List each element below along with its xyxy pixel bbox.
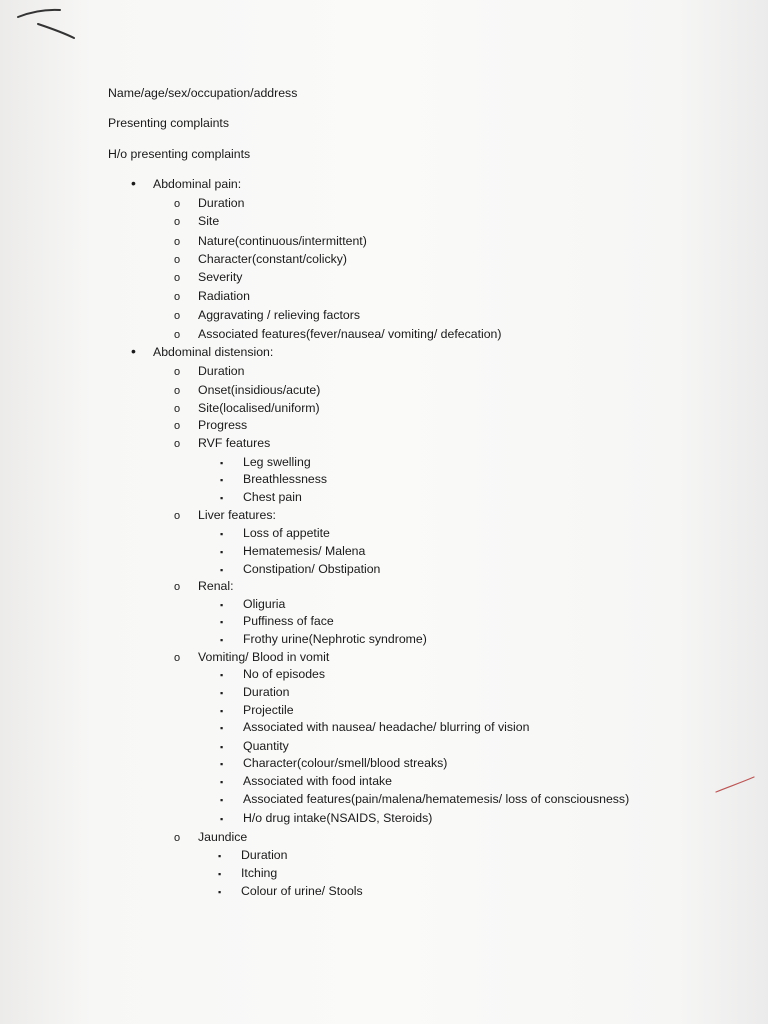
- sub-list-item: [220, 739, 289, 753]
- item-text: Itching: [241, 866, 278, 880]
- circle-marker: o: [174, 832, 181, 844]
- square-marker: ▪: [220, 475, 224, 485]
- circle-marker: o: [174, 198, 181, 210]
- sub-list-item: [220, 703, 294, 717]
- pen-scribble-mark: [14, 4, 84, 44]
- square-marker: ▪: [220, 742, 224, 752]
- sub-list-item: [220, 756, 447, 770]
- list-item: [174, 196, 244, 210]
- circle-marker: o: [174, 420, 181, 432]
- sub-list-item: [218, 848, 287, 862]
- list-item: [174, 508, 276, 522]
- bullet-marker: •: [131, 343, 136, 359]
- list-item: [174, 364, 244, 378]
- item-text: Character(colour/smell/blood streaks): [243, 756, 448, 770]
- sub-list-item: [220, 667, 325, 681]
- item-text: Nature(continuous/intermittent): [198, 234, 367, 248]
- list-item: [174, 289, 250, 303]
- square-marker: ▪: [220, 493, 224, 503]
- heading-demographics: Name/age/sex/occupation/address: [108, 86, 298, 100]
- square-marker: ▪: [220, 670, 224, 680]
- section-title: Abdominal distension:: [153, 345, 274, 359]
- square-marker: ▪: [218, 869, 222, 879]
- red-pen-mark: [712, 774, 758, 796]
- square-marker: ▪: [220, 617, 224, 627]
- item-text: Aggravating / relieving factors: [198, 308, 360, 322]
- item-text: Constipation/ Obstipation: [243, 562, 381, 576]
- sub-list-item: [220, 597, 285, 611]
- section-title: Abdominal pain:: [153, 177, 242, 191]
- sub-list-item: [218, 866, 277, 880]
- item-text: Associated features(fever/nausea/ vomiting/ defecation): [198, 327, 502, 341]
- heading-history: H/o presenting complaints: [108, 147, 251, 161]
- item-text: Associated with nausea/ headache/ blurring of vision: [243, 720, 530, 734]
- item-text: RVF features: [198, 436, 271, 450]
- sub-list-item: [220, 472, 327, 486]
- item-text: Character(constant/colicky): [198, 252, 347, 266]
- item-text: Duration: [241, 848, 288, 862]
- item-text: Quantity: [243, 739, 289, 753]
- list-item: [174, 830, 247, 844]
- sub-list-item: [220, 544, 365, 558]
- list-item: [174, 401, 320, 415]
- sub-list-item: [220, 720, 529, 734]
- item-text: Associated features(pain/malena/hematemesis/ loss of consciousness): [243, 792, 630, 806]
- sub-list-item: [220, 632, 427, 646]
- square-marker: ▪: [220, 706, 224, 716]
- sub-list-item: [220, 614, 334, 628]
- square-marker: ▪: [218, 887, 222, 897]
- circle-marker: o: [174, 236, 181, 248]
- square-marker: ▪: [218, 851, 222, 861]
- square-marker: ▪: [220, 723, 224, 733]
- item-text: Onset(insidious/acute): [198, 383, 321, 397]
- list-item: [174, 383, 320, 397]
- circle-marker: o: [174, 581, 181, 593]
- circle-marker: o: [174, 652, 181, 664]
- item-text: Duration: [198, 196, 245, 210]
- item-text: Hematemesis/ Malena: [243, 544, 366, 558]
- section-abdominal-pain: [131, 177, 241, 191]
- item-text: Renal:: [198, 579, 234, 593]
- sub-list-item: [218, 884, 363, 898]
- sub-list-item: [220, 774, 392, 788]
- item-text: Duration: [243, 685, 290, 699]
- square-marker: ▪: [220, 814, 224, 824]
- item-text: Severity: [198, 270, 243, 284]
- list-item: [174, 270, 242, 284]
- sub-list-item: [220, 562, 380, 576]
- list-item: [174, 579, 234, 593]
- square-marker: ▪: [220, 759, 224, 769]
- item-text: Leg swelling: [243, 455, 311, 469]
- item-text: Oliguria: [243, 597, 286, 611]
- item-text: Colour of urine/ Stools: [241, 884, 363, 898]
- square-marker: ▪: [220, 688, 224, 698]
- circle-marker: o: [174, 291, 181, 303]
- square-marker: ▪: [220, 635, 224, 645]
- bullet-marker: •: [131, 175, 136, 191]
- sub-list-item: [220, 792, 629, 806]
- square-marker: ▪: [220, 529, 224, 539]
- list-item: [174, 234, 367, 248]
- sub-list-item: [220, 526, 330, 540]
- item-text: Vomiting/ Blood in vomit: [198, 650, 330, 664]
- sub-list-item: [220, 455, 311, 469]
- item-text: Progress: [198, 418, 248, 432]
- square-marker: ▪: [220, 600, 224, 610]
- square-marker: ▪: [220, 565, 224, 575]
- item-text: Site: [198, 214, 220, 228]
- square-marker: ▪: [220, 777, 224, 787]
- list-item: [174, 418, 247, 432]
- circle-marker: o: [174, 438, 181, 450]
- item-text: Frothy urine(Nephrotic syndrome): [243, 632, 427, 646]
- list-item: [174, 327, 502, 341]
- square-marker: ▪: [220, 458, 224, 468]
- section-abdominal-distension: [131, 345, 273, 359]
- sub-list-item: [220, 685, 289, 699]
- item-text: Loss of appetite: [243, 526, 330, 540]
- square-marker: ▪: [220, 795, 224, 805]
- item-text: Associated with food intake: [243, 774, 393, 788]
- sub-list-item: [220, 811, 432, 825]
- item-text: No of episodes: [243, 667, 326, 681]
- circle-marker: o: [174, 272, 181, 284]
- item-text: Breathlessness: [243, 472, 328, 486]
- circle-marker: o: [174, 310, 181, 322]
- item-text: Chest pain: [243, 490, 302, 504]
- list-item: [174, 650, 329, 664]
- circle-marker: o: [174, 329, 181, 341]
- square-marker: ▪: [220, 547, 224, 557]
- circle-marker: o: [174, 510, 181, 522]
- circle-marker: o: [174, 366, 181, 378]
- heading-presenting-complaints: Presenting complaints: [108, 116, 229, 130]
- item-text: Duration: [198, 364, 245, 378]
- sub-list-item: [220, 490, 302, 504]
- item-text: Radiation: [198, 289, 250, 303]
- item-text: H/o drug intake(NSAIDS, Steroids): [243, 811, 433, 825]
- circle-marker: o: [174, 403, 181, 415]
- circle-marker: o: [174, 216, 181, 228]
- list-item: [174, 252, 347, 266]
- circle-marker: o: [174, 254, 181, 266]
- item-text: Projectile: [243, 703, 294, 717]
- list-item: [174, 308, 360, 322]
- circle-marker: o: [174, 385, 181, 397]
- list-item: [174, 214, 219, 228]
- list-item: [174, 436, 270, 450]
- item-text: Jaundice: [198, 830, 248, 844]
- item-text: Liver features:: [198, 508, 276, 522]
- item-text: Site(localised/uniform): [198, 401, 320, 415]
- item-text: Puffiness of face: [243, 614, 334, 628]
